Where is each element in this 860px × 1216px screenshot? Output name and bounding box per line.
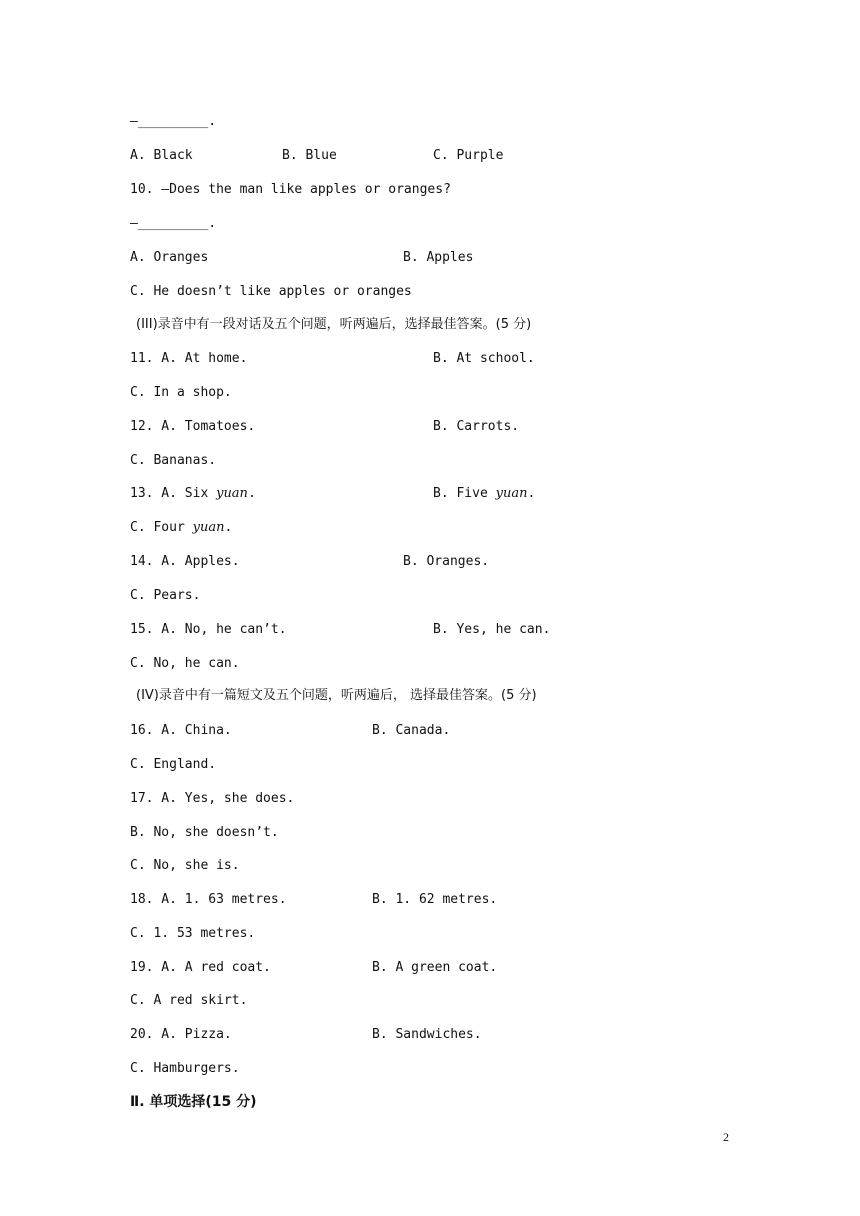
- page-number: 2: [723, 1130, 729, 1144]
- q9-answer-blank: —_________.: [130, 114, 217, 129]
- q17-option-c: C. No, she is.: [130, 858, 240, 873]
- q13-option-b-text: B. Five: [433, 486, 496, 501]
- q14-option-a: 14. A. Apples.: [130, 554, 240, 569]
- q20-option-c: C. Hamburgers.: [130, 1061, 240, 1076]
- q18-option-a: 18. A. 1. 63 metres.: [130, 892, 287, 907]
- q13-option-c-period: .: [224, 520, 233, 535]
- q13-option-b-period: .: [527, 486, 536, 501]
- q11-option-c: C. In a shop.: [130, 385, 232, 400]
- q16-option-b: B. Canada.: [372, 723, 451, 738]
- q12-option-b: B. Carrots.: [433, 419, 520, 434]
- section-3-heading: (III)录音中有一段对话及五个问题，听两遍后，选择最佳答案。(5 分): [136, 317, 532, 332]
- q13-option-a-yuan: yuan: [216, 486, 248, 501]
- q10-option-b: B. Apples: [403, 250, 474, 265]
- q12-option-c: C. Bananas.: [130, 453, 217, 468]
- q13-option-a: [130, 485, 256, 503]
- q10-option-c: C. He doesn’t like apples or oranges: [130, 284, 412, 299]
- q14-option-b: B. Oranges.: [403, 554, 490, 569]
- q15-option-a: 15. A. No, he can’t.: [130, 622, 287, 637]
- q11-option-a: 11. A. At home.: [130, 351, 248, 366]
- part-2-heading: Ⅱ. 单项选择(15 分): [130, 1094, 257, 1110]
- q19-option-a: 19. A. A red coat.: [130, 960, 271, 975]
- q15-option-c: C. No, he can.: [130, 656, 240, 671]
- q11-option-b: B. At school.: [433, 351, 535, 366]
- q13-option-c-yuan: yuan: [192, 520, 225, 535]
- q13-option-b: [433, 485, 535, 503]
- q12-option-a: 12. A. Tomatoes.: [130, 419, 256, 434]
- q18-option-b: B. 1. 62 metres.: [372, 892, 498, 907]
- section-4-heading: (IV)录音中有一篇短文及五个问题，听两遍后， 选择最佳答案。(5 分): [136, 688, 537, 703]
- q14-option-c: C. Pears.: [130, 588, 201, 603]
- q19-option-b: B. A green coat.: [372, 960, 498, 975]
- q17-option-b: B. No, she doesn’t.: [130, 825, 279, 840]
- q10-answer-blank: —_________.: [130, 216, 217, 231]
- q10-question: 10. —Does the man like apples or oranges?: [130, 182, 451, 197]
- q15-option-b: B. Yes, he can.: [433, 622, 551, 637]
- q16-option-a: 16. A. China.: [130, 723, 232, 738]
- q9-option-c: C. Purple: [433, 148, 504, 163]
- q20-option-a: 20. A. Pizza.: [130, 1027, 232, 1042]
- q13-option-b-yuan: yuan: [495, 486, 528, 501]
- q13-option-a-period: .: [247, 486, 256, 501]
- q20-option-b: B. Sandwiches.: [372, 1027, 482, 1042]
- q10-option-a: A. Oranges: [130, 250, 209, 265]
- q13-option-c-text: C. Four: [130, 520, 193, 535]
- q9-option-b: B. Blue: [282, 148, 337, 163]
- q13-option-a-text: 13. A. Six: [130, 486, 217, 501]
- q16-option-c: C. England.: [130, 757, 217, 772]
- q19-option-c: C. A red skirt.: [130, 993, 248, 1008]
- q13-option-c: [130, 519, 232, 537]
- q17-option-a: 17. A. Yes, she does.: [130, 791, 295, 806]
- q9-option-a: A. Black: [130, 148, 193, 163]
- q18-option-c: C. 1. 53 metres.: [130, 926, 256, 941]
